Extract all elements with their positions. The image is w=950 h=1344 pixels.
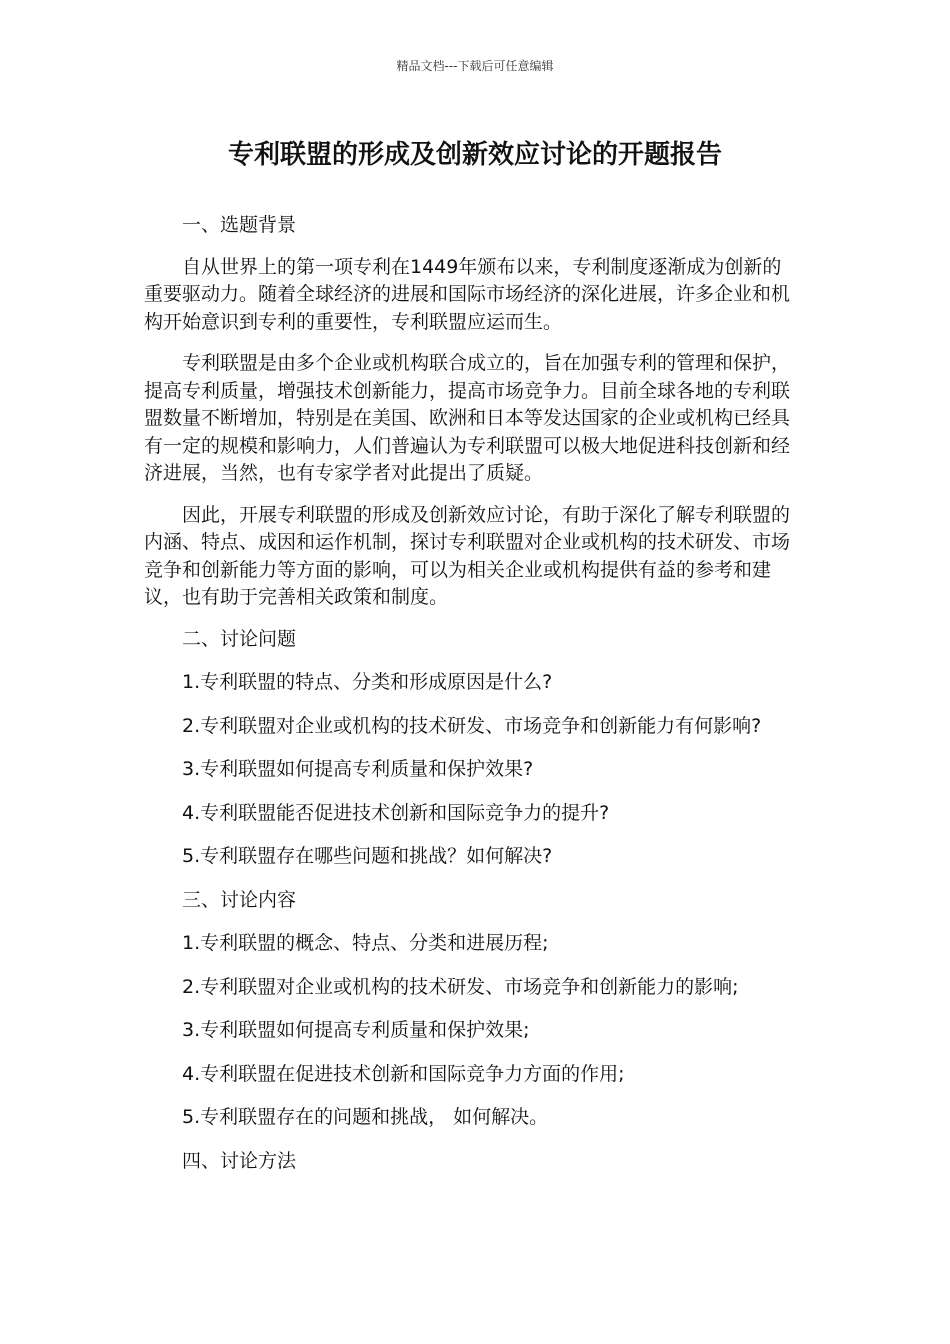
list-item: 3.专利联盟如何提高专利质量和保护效果; xyxy=(182,1019,530,1041)
section-heading-background: 一、选题背景 xyxy=(182,214,297,236)
list-item: 3.专利联盟如何提高专利质量和保护效果? xyxy=(182,758,534,780)
paragraph: 专利联盟是由多个企业或机构联合成立的，旨在加强专利的管理和保护，提高专利质量，增强技术创新能力，提高市场竞争力。目前全球各地的专利联盟数量不断增加，特别是在美国、欧洲和日本等发达国家的企业或机构已经具有一定的规模和影响力，人们普遍认为专利联盟可以极大地促进科技创新和经济进展，当然，也有专家学者对此提出了质疑。 xyxy=(144,352,791,484)
paragraph: 因此，开展专利联盟的形成及创新效应讨论，有助于深化了解专利联盟的内涵、特点、成因和运作机制，探讨专利联盟对企业或机构的技术研发、市场竞争和创新能力等方面的影响，可以为相关企业或机构提供有益的参考和建议，也有助于完善相关政策和制度。 xyxy=(144,503,791,608)
list-item: 2.专利联盟对企业或机构的技术研发、市场竞争和创新能力有何影响? xyxy=(182,714,762,737)
section-heading-methods: 四、讨论方法 xyxy=(182,1149,297,1172)
paragraph: 自从世界上的第一项专利在1449年颁布以来，专利制度逐渐成为创新的重要驱动力。随着全球经济的进展和国际市场经济的深化进展，许多企业和机构开始意识到专利的重要性，专利联盟应运而生。 xyxy=(144,255,791,333)
list-item: 4.专利联盟在促进技术创新和国际竞争力方面的作用; xyxy=(182,1062,625,1085)
document-body xyxy=(144,212,792,1175)
list-item: 1.专利联盟的特点、分类和形成原因是什么? xyxy=(182,671,553,693)
list-item: 5.专利联盟存在哪些问题和挑战？如何解决? xyxy=(182,845,553,867)
list-item: 2.专利联盟对企业或机构的技术研发、市场竞争和创新能力的影响; xyxy=(182,975,739,998)
list-item: 4.专利联盟能否促进技术创新和国际竞争力的提升? xyxy=(182,801,610,824)
section-heading-content: 三、讨论内容 xyxy=(182,888,297,911)
section-heading-questions: 二、讨论问题 xyxy=(182,627,297,650)
list-item: 1.专利联盟的概念、特点、分类和进展历程; xyxy=(182,932,549,954)
document-title: 专利联盟的形成及创新效应讨论的开题报告 xyxy=(227,140,722,170)
list-item: 5.专利联盟存在的问题和挑战， 如何解决。 xyxy=(182,1106,549,1128)
header-note: 精品文档---下载后可任意编辑 xyxy=(396,59,554,73)
